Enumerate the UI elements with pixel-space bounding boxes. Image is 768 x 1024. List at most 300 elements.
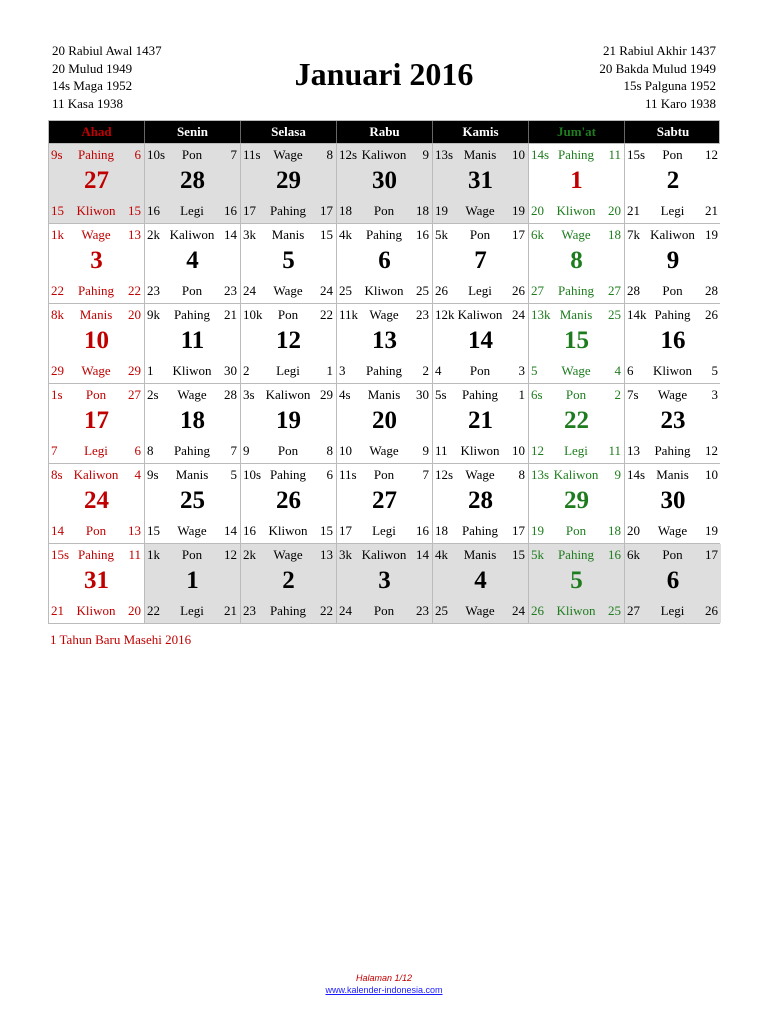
lunar-info	[339, 307, 429, 323]
date-code: 19	[435, 203, 448, 218]
lunar-info	[51, 227, 141, 243]
day-cell[interactable]	[337, 464, 433, 543]
date-code: 17	[243, 203, 256, 218]
date-number: 30	[224, 363, 237, 378]
pasaran-name: Kliwon	[556, 203, 596, 218]
day-cell[interactable]	[49, 224, 145, 303]
date-code: 7	[51, 443, 58, 458]
pasaran-info	[531, 603, 621, 619]
date-number: 22	[128, 283, 141, 298]
pasaran-name: Pon	[662, 147, 683, 162]
pasaran-name: Pahing	[557, 283, 595, 298]
pasaran-name: Wage	[657, 523, 688, 538]
pasaran-info	[243, 603, 333, 619]
lunar-info	[627, 307, 718, 323]
day-cell[interactable]	[49, 144, 145, 223]
lunar-info	[531, 147, 621, 163]
date-code: 24	[243, 283, 256, 298]
pasaran-name: Pahing	[77, 547, 115, 562]
date-code: 2s	[147, 387, 159, 402]
day-number: 20	[372, 407, 397, 434]
day-number: 21	[468, 407, 493, 434]
day-number: 3	[378, 567, 391, 594]
date-code: 9s	[147, 467, 159, 482]
date-number: 9	[422, 443, 429, 458]
date-number: 25	[608, 307, 621, 322]
date-number: 6	[326, 467, 333, 482]
pasaran-info	[531, 523, 621, 539]
pasaran-name: Legi	[372, 523, 396, 538]
date-code: 16	[243, 523, 256, 538]
footer	[0, 972, 768, 996]
day-number: 29	[276, 167, 301, 194]
pasaran-info	[435, 443, 525, 459]
pasaran-name: Manis	[463, 147, 497, 162]
lunar-info	[51, 547, 141, 563]
day-cell[interactable]	[529, 144, 625, 223]
day-number: 27	[84, 167, 109, 194]
day-cell[interactable]	[625, 304, 721, 383]
pasaran-name: Pahing	[461, 387, 499, 402]
date-number: 7	[230, 147, 237, 162]
pasaran-name: Pon	[181, 147, 203, 162]
date-number: 10	[512, 443, 525, 458]
pasaran-info	[627, 523, 718, 539]
date-number: 21	[224, 603, 237, 618]
pasaran-name: Kaliwon	[169, 227, 215, 242]
pasaran-name: Wage	[465, 203, 495, 218]
date-number: 11	[608, 147, 621, 162]
date-number: 2	[614, 387, 621, 402]
day-cell[interactable]	[433, 464, 529, 543]
pasaran-name: Legi	[564, 443, 588, 458]
date-number: 5	[230, 467, 237, 482]
date-number: 23	[224, 283, 237, 298]
pasaran-info	[243, 523, 333, 539]
date-code: 22	[51, 283, 64, 298]
lunar-info	[243, 147, 333, 163]
weekday-senin: Senin	[145, 121, 241, 143]
day-cell[interactable]	[49, 304, 145, 383]
pasaran-name: Pon	[662, 547, 683, 562]
pasaran-name: Wage	[561, 363, 591, 378]
date-code: 23	[147, 283, 160, 298]
pasaran-name: Legi	[180, 603, 204, 618]
date-number: 4	[614, 363, 621, 378]
pasaran-name: Pahing	[365, 363, 403, 378]
date-number: 24	[512, 603, 525, 618]
pasaran-name: Manis	[463, 547, 497, 562]
day-cell[interactable]	[49, 544, 145, 623]
date-code: 1s	[51, 387, 63, 402]
day-number: 16	[660, 327, 686, 354]
pasaran-info	[627, 443, 718, 459]
lunar-info	[243, 307, 333, 323]
pasaran-name: Pahing	[269, 203, 307, 218]
day-cell[interactable]	[241, 144, 337, 223]
date-number: 29	[128, 363, 141, 378]
date-number: 25	[416, 283, 429, 298]
date-number: 11	[608, 443, 621, 458]
day-cell[interactable]	[241, 544, 337, 623]
pasaran-name: Pon	[85, 523, 107, 538]
hijri-date-end: 21 Rabiul Akhir 1437	[602, 43, 716, 58]
date-number: 17	[512, 227, 525, 242]
day-cell[interactable]	[241, 224, 337, 303]
weekday-header	[49, 121, 719, 143]
pasaran-name: Kliwon	[556, 603, 596, 618]
lunar-info	[51, 147, 141, 163]
day-cell[interactable]	[433, 144, 529, 223]
pasaran-info	[51, 363, 141, 379]
date-number: 24	[512, 307, 525, 322]
date-code: 28	[627, 283, 640, 298]
day-number: 4	[186, 247, 199, 274]
pasaran-name: Kaliwon	[457, 307, 503, 322]
pasaran-info	[147, 603, 237, 619]
pasaran-name: Kliwon	[364, 283, 404, 298]
lunar-info	[627, 467, 718, 483]
day-number: 31	[84, 567, 109, 594]
day-cell[interactable]	[145, 384, 241, 463]
day-number: 12	[276, 327, 301, 354]
day-cell[interactable]	[145, 464, 241, 543]
pasaran-name: Wage	[177, 387, 207, 402]
lunar-info	[531, 227, 621, 243]
date-number: 1	[518, 387, 525, 402]
day-cell[interactable]	[337, 384, 433, 463]
pasaran-info	[531, 283, 621, 299]
day-number: 8	[570, 247, 583, 274]
day-cell[interactable]	[625, 384, 721, 463]
day-number: 10	[84, 327, 109, 354]
date-code: 1	[147, 363, 154, 378]
pasaran-info	[435, 283, 525, 299]
day-cell[interactable]	[433, 544, 529, 623]
date-number: 18	[608, 523, 621, 538]
lunar-info	[339, 147, 429, 163]
day-number: 31	[468, 167, 493, 194]
pasaran-name: Pahing	[461, 523, 499, 538]
pasaran-name: Kliwon	[76, 603, 116, 618]
pasaran-info	[147, 283, 237, 299]
date-code: 20	[531, 203, 544, 218]
saka-date: 14s Maga 1952	[52, 78, 133, 93]
lunar-info	[435, 307, 525, 323]
day-number: 26	[276, 487, 301, 514]
day-number: 11	[180, 327, 205, 354]
date-number: 19	[512, 203, 525, 218]
lunar-info	[243, 387, 333, 403]
pasaran-name: Pahing	[269, 467, 307, 482]
date-code: 25	[435, 603, 448, 618]
weekday-kamis: Kamis	[433, 121, 529, 143]
pasaran-info	[339, 363, 429, 379]
calendar-grid	[48, 120, 720, 624]
pasaran-name: Pon	[181, 283, 203, 298]
date-code: 6k	[531, 227, 544, 242]
day-cell[interactable]	[625, 464, 721, 543]
pasaran-name: Legi	[84, 443, 108, 458]
day-cell[interactable]	[529, 544, 625, 623]
date-code: 11s	[243, 147, 261, 162]
day-cell[interactable]	[337, 224, 433, 303]
date-number: 25	[608, 603, 621, 618]
date-code: 11	[435, 443, 448, 458]
pasaran-name: Pon	[373, 603, 395, 618]
date-number: 4	[134, 467, 141, 482]
lunar-info	[147, 147, 237, 163]
date-number: 22	[320, 307, 333, 322]
pasaran-name: Wage	[273, 147, 303, 162]
day-number: 28	[468, 487, 493, 514]
pasaran-name: Kaliwon	[650, 227, 695, 242]
date-code: 5	[531, 363, 538, 378]
day-number: 27	[372, 487, 397, 514]
date-number: 20	[128, 603, 141, 618]
website-link[interactable]: www.kalender-indonesia.com	[325, 985, 443, 995]
pasaran-name: Kaliwon	[73, 467, 119, 482]
date-code: 13s	[531, 467, 550, 482]
date-code: 15	[51, 203, 64, 218]
pasaran-info	[627, 283, 718, 299]
date-number: 22	[320, 603, 333, 618]
lunar-info	[147, 547, 237, 563]
date-number: 14	[224, 227, 237, 242]
pasaran-name: Pahing	[654, 307, 691, 322]
date-code: 21	[627, 203, 640, 218]
date-number: 23	[416, 307, 429, 322]
lunar-info	[51, 387, 141, 403]
pasaran-name: Kliwon	[653, 363, 692, 378]
pasaran-name: Wage	[273, 283, 303, 298]
date-code: 2	[243, 363, 250, 378]
date-code: 10k	[243, 307, 263, 322]
date-code: 16	[147, 203, 160, 218]
day-number: 13	[372, 327, 397, 354]
pasaran-info	[243, 283, 333, 299]
pasaran-name: Manis	[271, 227, 305, 242]
date-code: 15	[147, 523, 160, 538]
day-number: 17	[84, 407, 109, 434]
page-title: Januari 2016	[294, 56, 474, 92]
date-number: 13	[128, 523, 141, 538]
date-number: 3	[518, 363, 525, 378]
date-number: 18	[416, 203, 429, 218]
date-number: 30	[416, 387, 429, 402]
pasaran-name: Legi	[180, 203, 204, 218]
date-number: 21	[224, 307, 237, 322]
pasaran-info	[435, 203, 525, 219]
day-cell[interactable]	[625, 144, 721, 223]
day-cell[interactable]	[529, 384, 625, 463]
day-number: 25	[180, 487, 205, 514]
date-number: 14	[224, 523, 237, 538]
date-number: 2	[422, 363, 429, 378]
date-code: 15s	[627, 147, 646, 162]
page-number: Halaman 1/12	[355, 973, 413, 983]
date-code: 10s	[243, 467, 262, 482]
pasaran-name: Pon	[85, 387, 107, 402]
pasaran-name: Pon	[277, 307, 299, 322]
date-number: 15	[512, 547, 525, 562]
date-code: 27	[627, 603, 640, 618]
date-code: 21	[51, 603, 64, 618]
date-code: 4k	[339, 227, 352, 242]
week-row	[49, 383, 719, 463]
day-cell[interactable]	[625, 224, 721, 303]
pasaran-info	[531, 443, 621, 459]
pasaran-info	[339, 443, 429, 459]
day-number: 5	[570, 567, 583, 594]
day-number: 1	[186, 567, 199, 594]
date-number: 14	[416, 547, 429, 562]
pasaran-name: Kaliwon	[361, 147, 407, 162]
date-code: 5s	[435, 387, 447, 402]
date-number: 16	[224, 203, 237, 218]
date-code: 4s	[339, 387, 351, 402]
week-row	[49, 303, 719, 383]
pasaran-name: Pon	[469, 363, 491, 378]
date-code: 6k	[627, 547, 640, 562]
day-cell[interactable]	[145, 144, 241, 223]
pasaran-name: Wage	[465, 467, 495, 482]
day-number: 9	[666, 247, 680, 274]
day-cell[interactable]	[337, 304, 433, 383]
date-code: 11s	[339, 467, 357, 482]
pasaran-name: Wage	[369, 443, 399, 458]
lunar-info	[435, 227, 525, 243]
pasaran-info	[51, 443, 141, 459]
date-code: 11k	[339, 307, 359, 322]
date-number: 26	[705, 307, 718, 322]
day-cell[interactable]	[241, 304, 337, 383]
day-cell[interactable]	[241, 464, 337, 543]
lunar-info	[435, 467, 525, 483]
lunar-info	[435, 547, 525, 563]
pasaran-name: Pahing	[173, 307, 211, 322]
day-number: 15	[564, 327, 589, 354]
lunar-info	[147, 467, 237, 483]
date-number: 6	[134, 147, 141, 162]
day-number: 14	[468, 327, 493, 354]
date-code: 6	[627, 363, 634, 378]
date-code: 25	[339, 283, 352, 298]
day-cell[interactable]	[625, 544, 721, 623]
date-code: 3k	[339, 547, 352, 562]
date-code: 4	[435, 363, 442, 378]
pasaran-info	[147, 363, 237, 379]
day-cell[interactable]	[433, 224, 529, 303]
day-cell[interactable]	[529, 304, 625, 383]
lunar-info	[147, 387, 237, 403]
date-number: 12	[705, 443, 718, 458]
date-code: 5k	[531, 547, 544, 562]
day-cell[interactable]	[49, 384, 145, 463]
day-cell[interactable]	[241, 384, 337, 463]
pasaran-name: Pahing	[365, 227, 403, 242]
date-code: 14s	[627, 467, 646, 482]
pasaran-name: Manis	[559, 307, 593, 322]
lunar-info	[339, 547, 429, 563]
day-cell[interactable]	[49, 464, 145, 543]
lunar-info	[531, 387, 621, 403]
date-code: 3	[339, 363, 346, 378]
lunar-info	[243, 547, 333, 563]
day-number: 30	[372, 167, 397, 194]
lunar-info	[627, 147, 718, 163]
day-cell[interactable]	[145, 224, 241, 303]
date-number: 12	[705, 147, 718, 162]
pasaran-name: Legi	[660, 603, 685, 618]
pasaran-info	[339, 523, 429, 539]
lunar-info	[531, 307, 621, 323]
lunar-info	[147, 227, 237, 243]
date-number: 16	[416, 523, 429, 538]
day-cell[interactable]	[145, 544, 241, 623]
date-code: 8k	[51, 307, 64, 322]
date-number: 7	[230, 443, 237, 458]
day-number: 23	[660, 407, 686, 434]
date-code: 9k	[147, 307, 160, 322]
date-code: 1k	[51, 227, 64, 242]
pasaran-name: Wage	[81, 227, 111, 242]
pasaran-info	[435, 363, 525, 379]
date-code: 3k	[243, 227, 256, 242]
date-code: 1k	[147, 547, 160, 562]
header-right-dates	[599, 42, 716, 112]
date-code: 13k	[531, 307, 551, 322]
date-number: 28	[705, 283, 718, 298]
pasaran-name: Wage	[177, 523, 207, 538]
day-cell[interactable]	[337, 144, 433, 223]
date-number: 19	[705, 523, 718, 538]
day-cell[interactable]	[337, 544, 433, 623]
pasaran-info	[339, 283, 429, 299]
pasaran-name: Manis	[79, 307, 113, 322]
day-cell[interactable]	[529, 464, 625, 543]
pasaran-name: Pon	[662, 283, 683, 298]
date-number: 18	[608, 227, 621, 242]
day-number: 2	[666, 167, 680, 194]
day-cell[interactable]	[145, 304, 241, 383]
lunar-info	[243, 467, 333, 483]
date-code: 13s	[435, 147, 454, 162]
pasaran-name: Pahing	[77, 147, 115, 162]
date-code: 2k	[243, 547, 256, 562]
date-number: 29	[320, 387, 333, 402]
date-code: 12	[531, 443, 544, 458]
pasaran-name: Pahing	[173, 443, 211, 458]
date-number: 21	[705, 203, 718, 218]
hijri-date: 20 Rabiul Awal 1437	[52, 43, 162, 58]
pasaran-name: Pon	[565, 523, 587, 538]
pasaran-name: Pon	[181, 547, 203, 562]
date-number: 8	[326, 443, 333, 458]
day-cell[interactable]	[433, 304, 529, 383]
day-number: 18	[180, 407, 205, 434]
day-number: 4	[474, 567, 487, 594]
date-number: 12	[224, 547, 237, 562]
pasaran-name: Kliwon	[460, 443, 500, 458]
weekday-selasa: Selasa	[241, 121, 337, 143]
day-number: 30	[660, 487, 686, 514]
lunar-info	[627, 227, 718, 243]
day-cell[interactable]	[433, 384, 529, 463]
pasaran-name: Manis	[367, 387, 401, 402]
day-cell[interactable]	[529, 224, 625, 303]
date-code: 27	[531, 283, 544, 298]
